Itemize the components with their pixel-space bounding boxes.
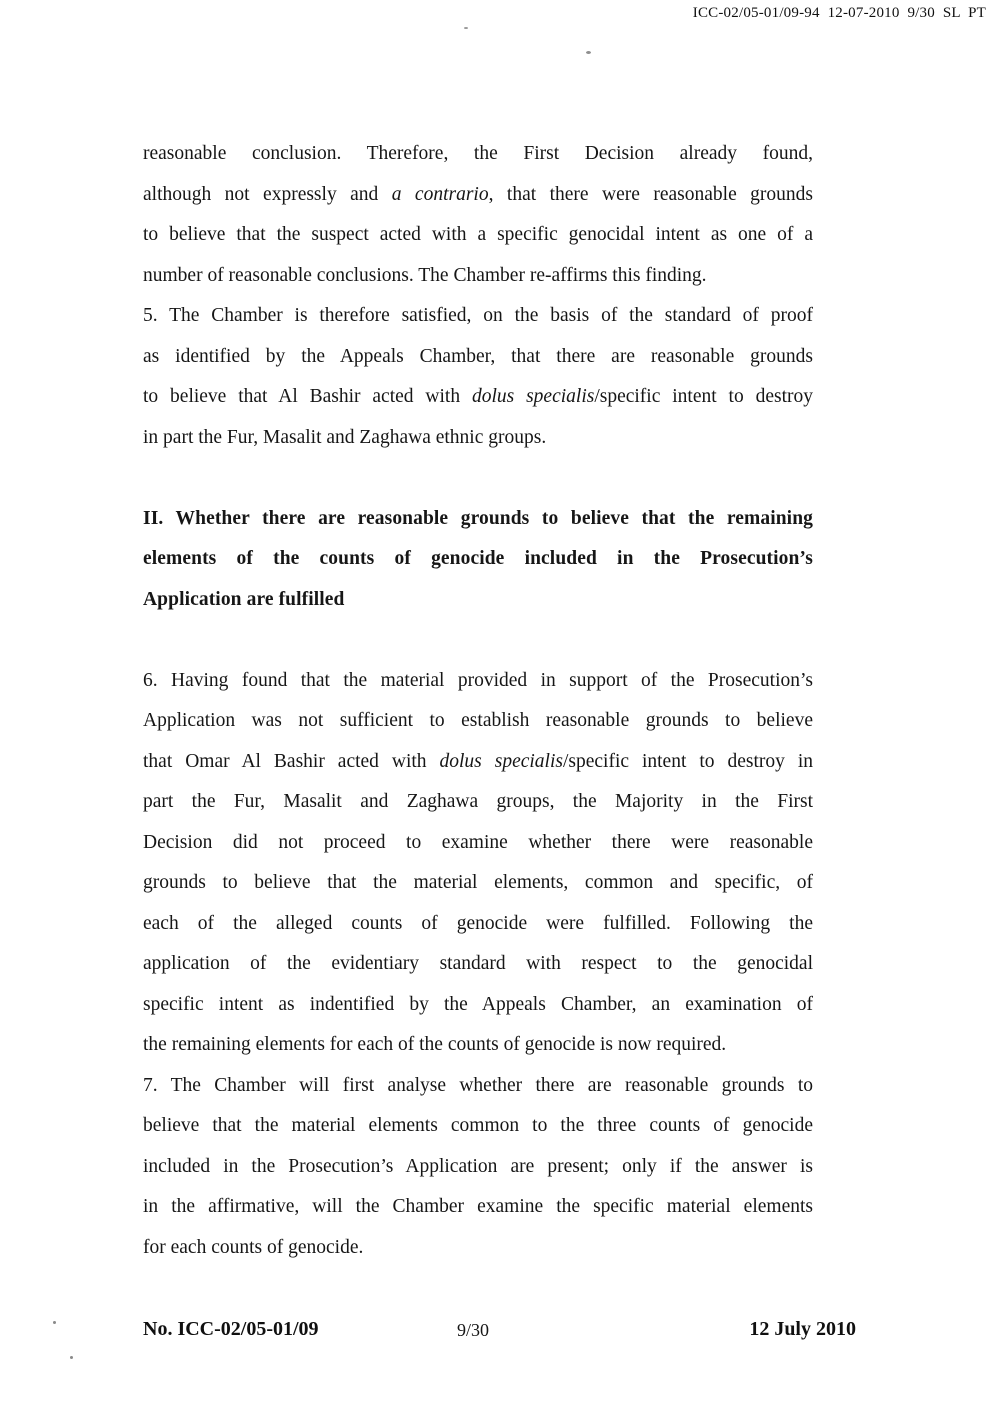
court-filing-stamp: ICC-02/05-01/09-94 12-07-2010 9/30 SL PT bbox=[692, 5, 986, 21]
text-segment: Application was not sufficient to establish reasonable grounds to believe bbox=[143, 710, 813, 731]
text-segment: to believe that the suspect acted with a specific genocidal intent as one of a bbox=[143, 224, 813, 245]
document-body bbox=[143, 134, 813, 1268]
text-segment: as identified by the Appeals Chamber, that there are reasonable grounds bbox=[143, 345, 813, 367]
scan-speck bbox=[70, 1356, 73, 1359]
text-segment: in the affirmative, will the Chamber examine the specific material elements bbox=[143, 1196, 813, 1217]
text-line bbox=[143, 1228, 813, 1269]
text-segment: 5. The Chamber is therefore satisfied, on the basis of the standard of proof bbox=[143, 305, 813, 326]
text-segment: grounds to believe that the material elements, common and specific, of bbox=[143, 872, 813, 893]
text-segment: to believe that Al Bashir acted with bbox=[143, 386, 472, 407]
text-line bbox=[143, 742, 813, 783]
text-segment: reasonable conclusion. Therefore, the First Decision already found, bbox=[143, 143, 813, 164]
text-line bbox=[143, 296, 813, 337]
text-line bbox=[143, 377, 813, 418]
text-segment: that Omar Al Bashir acted with bbox=[143, 750, 440, 772]
italic-text-segment: dolus specialis bbox=[471, 386, 595, 407]
text-line bbox=[143, 985, 813, 1026]
para-7 bbox=[143, 1066, 813, 1269]
para-5 bbox=[143, 296, 813, 458]
footer-date: 12 July 2010 bbox=[749, 1318, 856, 1340]
scan-speck bbox=[53, 1321, 56, 1324]
text-segment: elements of the counts of genocide included in the Prosecution’s bbox=[143, 548, 813, 569]
heading-section-ii bbox=[143, 499, 813, 621]
text-segment: Application are fulfilled bbox=[143, 588, 345, 610]
text-line bbox=[143, 418, 813, 459]
text-line bbox=[143, 256, 813, 297]
text-segment: part the Fur, Masalit and Zaghawa groups, the Majority in the First bbox=[143, 791, 813, 812]
text-segment: although not expressly and bbox=[143, 183, 392, 205]
text-line bbox=[143, 863, 813, 904]
text-segment: included in the Prosecution’s Application are present; only if the answer is bbox=[143, 1155, 813, 1177]
para-continuation bbox=[143, 134, 813, 296]
text-line bbox=[143, 337, 813, 378]
scan-speck bbox=[586, 51, 591, 54]
text-line bbox=[143, 134, 813, 175]
text-line bbox=[143, 539, 813, 580]
text-segment: Decision did not proceed to examine whether there were reasonable bbox=[143, 831, 813, 853]
text-line bbox=[143, 1106, 813, 1147]
footer-case-number: No. ICC-02/05-01/09 bbox=[143, 1318, 319, 1340]
text-line bbox=[143, 904, 813, 945]
text-line bbox=[143, 580, 813, 621]
text-segment: specific intent as indentified by the Appeals Chamber, an examination of bbox=[143, 993, 813, 1015]
text-line bbox=[143, 499, 813, 540]
italic-text-segment: dolus specialis bbox=[439, 750, 563, 772]
text-segment: each of the alleged counts of genocide were fulfilled. Following the bbox=[143, 912, 813, 934]
text-segment: believe that the material elements common to the three counts of genocide bbox=[143, 1115, 813, 1136]
text-line bbox=[143, 944, 813, 985]
text-segment: /specific intent to destroy bbox=[594, 386, 813, 407]
text-segment: for each counts of genocide. bbox=[143, 1236, 364, 1258]
text-line bbox=[143, 215, 813, 256]
text-line bbox=[143, 175, 813, 216]
text-line bbox=[143, 1025, 813, 1066]
text-line bbox=[143, 782, 813, 823]
text-segment: , that there were reasonable grounds bbox=[488, 183, 813, 205]
text-line bbox=[143, 661, 813, 702]
text-line bbox=[143, 1147, 813, 1188]
text-segment: II. Whether there are reasonable grounds to believe that the remaining bbox=[143, 507, 813, 529]
text-segment: the remaining elements for each of the counts of genocide is now required. bbox=[143, 1034, 727, 1055]
italic-text-segment: a contrario bbox=[391, 183, 489, 205]
para-6 bbox=[143, 661, 813, 1066]
text-line bbox=[143, 1187, 813, 1228]
text-segment: application of the evidentiary standard with respect to the genocidal bbox=[143, 953, 813, 974]
text-line bbox=[143, 823, 813, 864]
text-segment: 7. The Chamber will first analyse whether there are reasonable grounds to bbox=[143, 1074, 813, 1096]
text-segment: number of reasonable conclusions. The Chamber re-affirms this finding. bbox=[143, 264, 707, 286]
text-line bbox=[143, 1066, 813, 1107]
text-segment: in part the Fur, Masalit and Zaghawa ethnic groups. bbox=[143, 426, 547, 448]
text-line bbox=[143, 701, 813, 742]
footer-page-indicator: 9/30 bbox=[456, 1320, 489, 1340]
text-segment: /specific intent to destroy in bbox=[562, 750, 813, 772]
text-segment: 6. Having found that the material provided in support of the Prosecution’s bbox=[143, 669, 813, 691]
scan-speck bbox=[464, 27, 468, 29]
